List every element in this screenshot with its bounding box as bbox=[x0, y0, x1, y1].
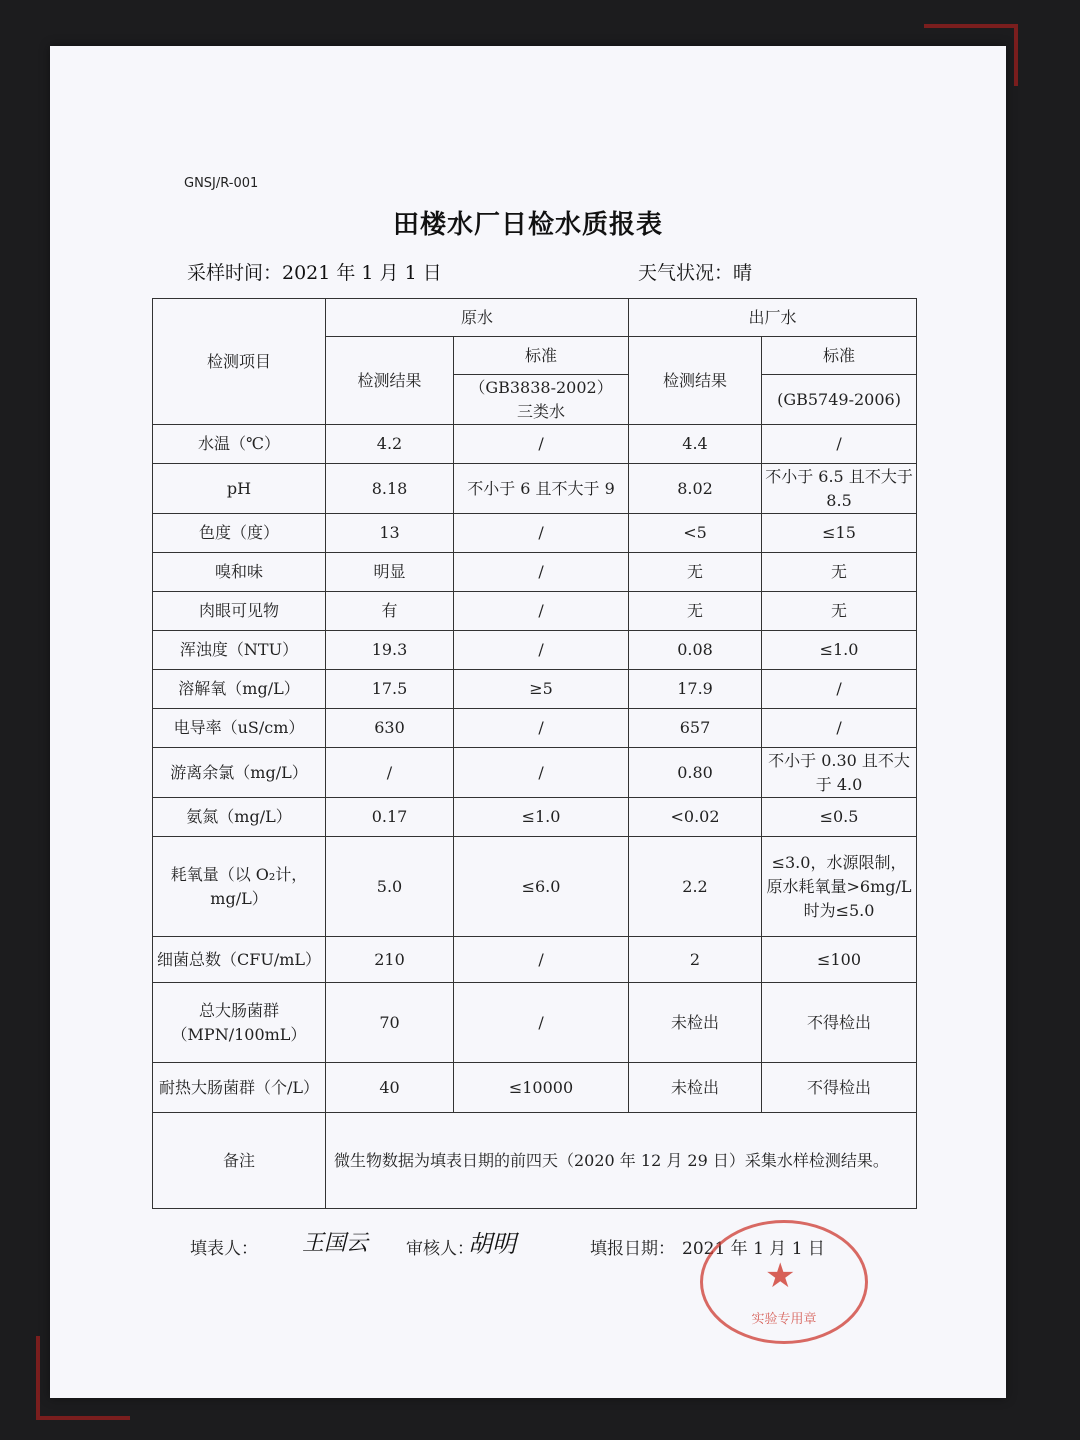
raw-standard-code bbox=[454, 375, 629, 425]
finished-result-cell: 2 bbox=[629, 937, 762, 983]
raw-standard-cell: / bbox=[454, 592, 629, 631]
document-id: GNSJ/R-001 bbox=[184, 176, 259, 191]
table-row bbox=[153, 1063, 917, 1113]
item-cell: 色度（度） bbox=[153, 514, 326, 553]
raw-result-cell: 19.3 bbox=[326, 631, 454, 670]
raw-result-cell: / bbox=[326, 748, 454, 798]
finished-result-header: 检测结果 bbox=[629, 337, 762, 425]
finished-standard-cell: 不得检出 bbox=[762, 1063, 917, 1113]
finished-standard-cell: ≤1.0 bbox=[762, 631, 917, 670]
item-cell: 电导率（uS/cm） bbox=[153, 709, 326, 748]
official-seal bbox=[700, 1220, 868, 1344]
finished-result-cell: 0.80 bbox=[629, 748, 762, 798]
report-title: 田楼水厂日检水质报表 bbox=[392, 210, 663, 240]
item-cell: 总大肠菌群（MPN/100mL） bbox=[153, 983, 326, 1063]
seal-caption: 实验专用章 bbox=[751, 1312, 817, 1327]
raw-result-cell: 630 bbox=[326, 709, 454, 748]
raw-result-cell: 70 bbox=[326, 983, 454, 1063]
finished-standard-cell: / bbox=[762, 670, 917, 709]
table-row bbox=[153, 514, 917, 553]
table-row bbox=[153, 937, 917, 983]
item-cell: 水温（℃） bbox=[153, 425, 326, 464]
remark-text: 微生物数据为填表日期的前四天（2020 年 12 月 29 日）采集水样检测结果。 bbox=[326, 1113, 917, 1209]
table-row bbox=[153, 983, 917, 1063]
item-cell: pH bbox=[153, 464, 326, 514]
raw-standard-cell: / bbox=[454, 748, 629, 798]
raw-result-cell: 17.5 bbox=[326, 670, 454, 709]
finished-result-cell: 657 bbox=[629, 709, 762, 748]
table-row bbox=[153, 631, 917, 670]
reviewer-label: 审核人： bbox=[406, 1239, 474, 1259]
raw-standard-cell: 不小于 6 且不大于 9 bbox=[454, 464, 629, 514]
finished-standard-cell: 不小于 0.30 且不大于 4.0 bbox=[762, 748, 917, 798]
item-cell: 耗氧量（以 O₂计，mg/L） bbox=[153, 837, 326, 937]
raw-standard-code-text: （GB3838-2002） bbox=[469, 377, 613, 397]
finished-standard-cell: ≤3.0，水源限制，原水耗氧量>6mg/L 时为≤5.0 bbox=[762, 837, 917, 937]
remark-label: 备注 bbox=[153, 1113, 326, 1209]
report-paper bbox=[50, 46, 1006, 1398]
table-row bbox=[153, 709, 917, 748]
finished-standard-code: (GB5749-2006) bbox=[762, 375, 917, 425]
filler-signature: 王国云 bbox=[302, 1231, 369, 1256]
table-row bbox=[153, 837, 917, 937]
raw-standard-cell: / bbox=[454, 631, 629, 670]
raw-water-header: 原水 bbox=[326, 299, 629, 337]
table-row bbox=[153, 670, 917, 709]
remark-row bbox=[153, 1113, 917, 1209]
raw-standard-cell: ≥5 bbox=[454, 670, 629, 709]
table-row bbox=[153, 425, 917, 464]
raw-standard-cell: ≤1.0 bbox=[454, 798, 629, 837]
finished-result-cell: 0.08 bbox=[629, 631, 762, 670]
finished-result-cell: 17.9 bbox=[629, 670, 762, 709]
date-label: 填报日期： bbox=[590, 1239, 675, 1259]
water-quality-table bbox=[152, 298, 916, 1209]
finished-standard-cell: ≤15 bbox=[762, 514, 917, 553]
raw-result-cell: 0.17 bbox=[326, 798, 454, 837]
finished-standard-cell: / bbox=[762, 709, 917, 748]
finished-water-header: 出厂水 bbox=[629, 299, 917, 337]
raw-result-header: 检测结果 bbox=[326, 337, 454, 425]
raw-result-cell: 13 bbox=[326, 514, 454, 553]
raw-standard-cell: ≤10000 bbox=[454, 1063, 629, 1113]
item-cell: 细菌总数（CFU/mL） bbox=[153, 937, 326, 983]
item-header: 检测项目 bbox=[153, 299, 326, 425]
raw-standard-cell: / bbox=[454, 983, 629, 1063]
item-cell: 游离余氯（mg/L） bbox=[153, 748, 326, 798]
raw-result-cell: 8.18 bbox=[326, 464, 454, 514]
finished-standard-cell: ≤100 bbox=[762, 937, 917, 983]
finished-standard-cell: / bbox=[762, 425, 917, 464]
item-cell: 肉眼可见物 bbox=[153, 592, 326, 631]
filler-label: 填表人： bbox=[190, 1239, 258, 1259]
sampling-time: 采样时间：2021 年 1 月 1 日 bbox=[187, 262, 442, 284]
raw-result-cell: 4.2 bbox=[326, 425, 454, 464]
reviewer-signature: 胡明 bbox=[468, 1230, 516, 1258]
finished-standard-cell: 无 bbox=[762, 553, 917, 592]
weather-status: 天气状况：晴 bbox=[638, 262, 753, 284]
raw-standard-cell: ≤6.0 bbox=[454, 837, 629, 937]
finished-result-cell: <0.02 bbox=[629, 798, 762, 837]
raw-result-cell: 210 bbox=[326, 937, 454, 983]
finished-standard-cell: 不得检出 bbox=[762, 983, 917, 1063]
finished-standard-cell: ≤0.5 bbox=[762, 798, 917, 837]
finished-standard-header: 标准 bbox=[762, 337, 917, 375]
item-cell: 耐热大肠菌群（个/L） bbox=[153, 1063, 326, 1113]
raw-standard-cell: / bbox=[454, 425, 629, 464]
finished-result-cell: 无 bbox=[629, 592, 762, 631]
raw-standard-cell: / bbox=[454, 709, 629, 748]
raw-standard-cell: / bbox=[454, 553, 629, 592]
finished-result-cell: 未检出 bbox=[629, 1063, 762, 1113]
date-value: 2021 年 1 月 1 日 bbox=[682, 1239, 825, 1259]
finished-result-cell: 无 bbox=[629, 553, 762, 592]
item-cell: 嗅和味 bbox=[153, 553, 326, 592]
finished-result-cell: 2.2 bbox=[629, 837, 762, 937]
finished-result-cell: 8.02 bbox=[629, 464, 762, 514]
table-row bbox=[153, 553, 917, 592]
raw-result-cell: 有 bbox=[326, 592, 454, 631]
item-cell: 浑浊度（NTU） bbox=[153, 631, 326, 670]
item-cell: 溶解氧（mg/L） bbox=[153, 670, 326, 709]
table-row bbox=[153, 592, 917, 631]
raw-result-cell: 明显 bbox=[326, 553, 454, 592]
finished-result-cell: 未检出 bbox=[629, 983, 762, 1063]
table-row bbox=[153, 464, 917, 514]
raw-standard-cell: / bbox=[454, 937, 629, 983]
finished-result-cell: <5 bbox=[629, 514, 762, 553]
raw-result-cell: 40 bbox=[326, 1063, 454, 1113]
finished-standard-cell: 不小于 6.5 且不大于 8.5 bbox=[762, 464, 917, 514]
raw-standard-header: 标准 bbox=[454, 337, 629, 375]
raw-standard-cell: / bbox=[454, 514, 629, 553]
finished-standard-cell: 无 bbox=[762, 592, 917, 631]
table-row bbox=[153, 748, 917, 798]
table-row bbox=[153, 798, 917, 837]
finished-result-cell: 4.4 bbox=[629, 425, 762, 464]
raw-standard-class-text: 三类水 bbox=[517, 401, 566, 421]
raw-result-cell: 5.0 bbox=[326, 837, 454, 937]
item-cell: 氨氮（mg/L） bbox=[153, 798, 326, 837]
seal-star-icon: ★ bbox=[765, 1256, 796, 1296]
